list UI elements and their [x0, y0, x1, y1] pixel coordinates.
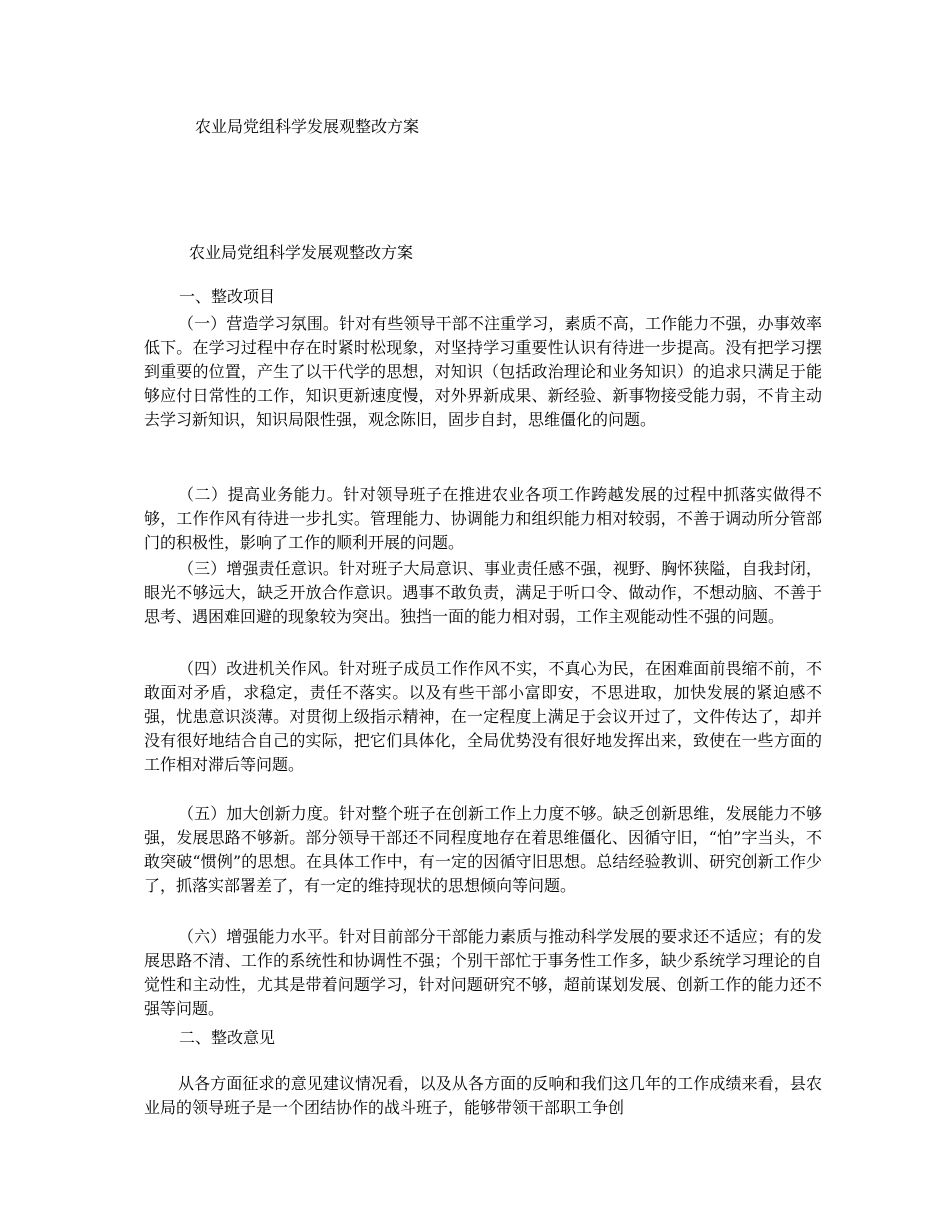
- paragraph-3: （三）增强责任意识。针对班子大局意识、事业责任感不强，视野、胸怀狭隘，自我封闭，眼光不够远大，缺乏开放合作意识。遇事不敢负责，满足于听口令、做动作，不想动脑、不善于思考、遇困难回避的现象较为突出。独挡一面的能力相对弱，工作主观能动性不强的问题。: [144, 559, 822, 626]
- paragraph-4: （四）改进机关作风。针对班子成员工作作风不实，不真心为民，在困难面前畏缩不前，不敢面对矛盾，求稳定，责任不落实。以及有些干部小富即安，不思进取，加快发展的紧迫感不强，忧患意识淡薄。对贯彻上级指示精神，在一定程度上满足于会议开过了，文件传达了，却并没有很好地结合自己的实际，把它们具体化，全局优势没有很好地发挥出来，致使在一些方面的工作相对滞后等问题。: [144, 659, 822, 774]
- paragraph-6: （六）增强能力水平。针对目前部分干部能力素质与推动科学发展的要求还不适应；有的发展思路不清、工作的系统性和协调性不强；个别干部忙于事务性工作多，缺少系统学习理论的自觉性和主动性，尤其是带着问题学习，针对问题研究不够，超前谋划发展、创新工作的能力还不强等问题。: [144, 927, 822, 1018]
- document-title: 农业局党组科学发展观整改方案: [189, 243, 414, 262]
- section-heading-1: 一、整改项目: [179, 287, 276, 306]
- paragraph-7: 从各方面征求的意见建议情况看，以及从各方面的反响和我们这几年的工作成绩来看，县农业局的领导班子是一个团结协作的战斗班子，能够带领干部职工争创: [144, 1074, 822, 1117]
- section-heading-2: 二、整改意见: [179, 1028, 276, 1047]
- paragraph-1: （一）营造学习氛围。针对有些领导干部不注重学习，素质不高，工作能力不强，办事效率低下。在学习过程中存在时紧时松现象，对坚持学习重要性认识有待进一步提高。没有把学习摆到重要的位置，产生了以干代学的思想，对知识（包括政治理论和业务知识）的追求只满足于能够应付日常性的工作，知识更新速度慢，对外界新成果、新经验、新事物接受能力弱，不肯主动去学习新知识，知识局限性强，观念陈旧，固步自封，思维僵化的问题。: [144, 314, 822, 429]
- paragraph-2: （二）提高业务能力。针对领导班子在推进农业各项工作跨越发展的过程中抓落实做得不够，工作作风有待进一步扎实。管理能力、协调能力和组织能力相对较弱，不善于调动所分管部门的积极性，影响了工作的顺利开展的问题。: [144, 485, 822, 552]
- paragraph-5: （五）加大创新力度。针对整个班子在创新工作上力度不够。缺乏创新思维，发展能力不够强，发展思路不够新。部分领导干部还不同程度地存在着思维僵化、因循守旧，“怕”字当头，不敢突破“惯例”的思想。在具体工作中，有一定的因循守旧思想。总结经验教训、研究创新工作少了，抓落实部署差了，有一定的维持现状的思想倾向等问题。: [144, 804, 822, 895]
- cover-title: 农业局党组科学发展观整改方案: [195, 117, 420, 136]
